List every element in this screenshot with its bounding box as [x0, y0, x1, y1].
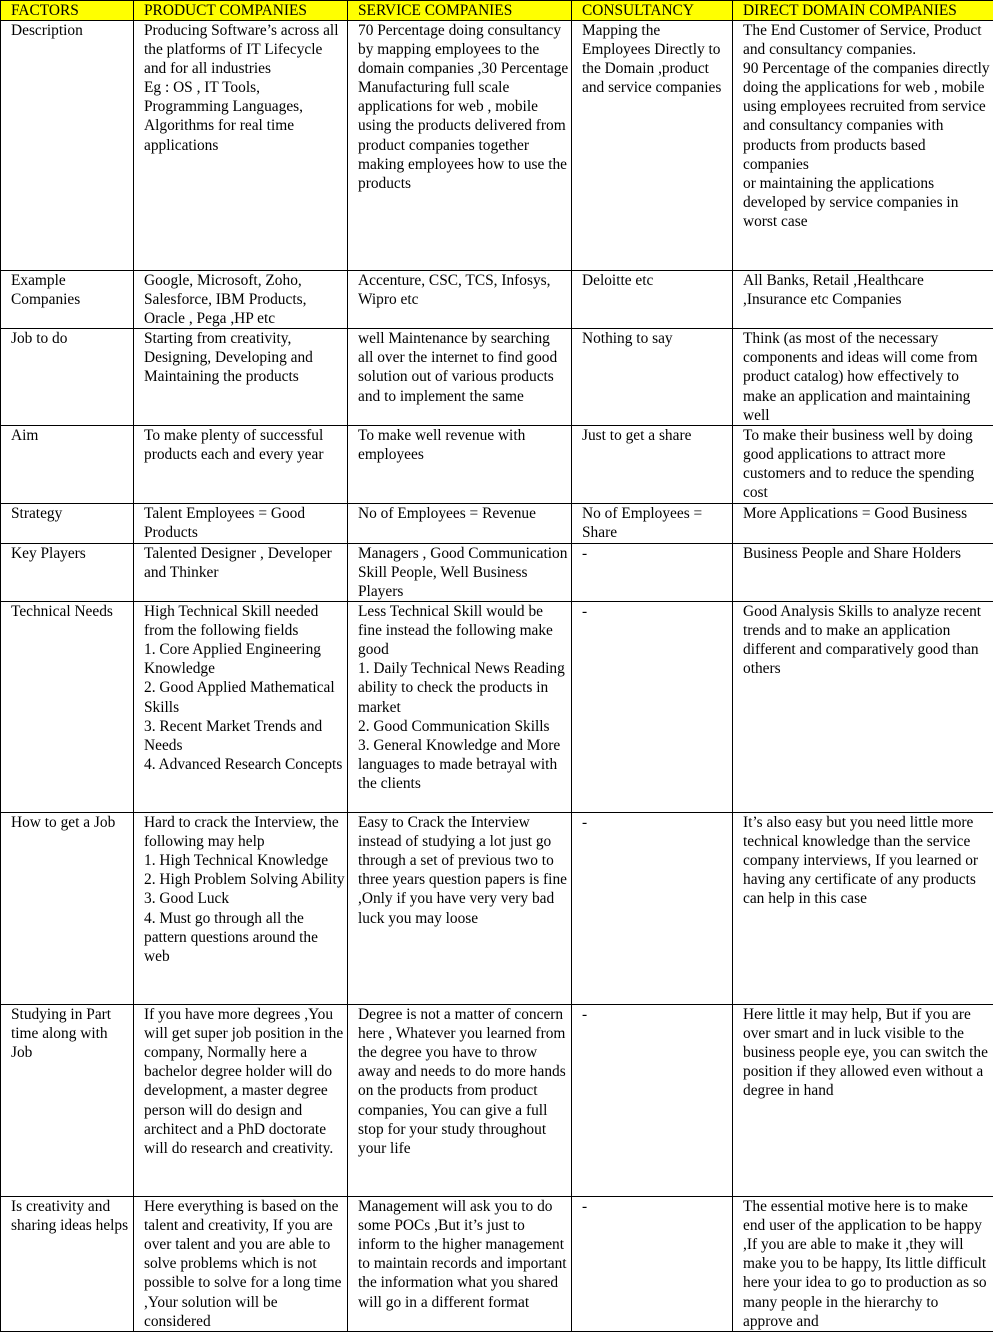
- product-cell: Producing Software’s across all the platforms of IT Lifecycle and for all industries Eg : OS , IT Tools, Programming Languages, Algorithms for real time applications: [134, 21, 348, 271]
- header-consultancy: CONSULTANCY: [572, 1, 733, 21]
- direct-cell: Good Analysis Skills to analyze recent trends and to make an application different and comparatively good than others: [733, 602, 993, 813]
- direct-cell: The essential motive here is to make end user of the application to be happy ,If you are able to make it ,they will make you to be happy, Its little difficult here your idea to go to production as so many people in the hierarchy to approve and: [733, 1197, 993, 1332]
- direct-cell: It’s also easy but you need little more technical knowledge than the service company interviews, If you learned or having any certificate of any products can help in this case: [733, 813, 993, 1005]
- direct-cell: Here little it may help, But if you are over smart and in luck visible to the business people eye, you can switch the position if they allowed even without a degree in hand: [733, 1005, 993, 1197]
- row-aim: [1, 425, 993, 503]
- direct-cell: Business People and Share Holders: [733, 543, 993, 601]
- product-cell: Google, Microsoft, Zoho, Salesforce, IBM Products, Oracle , Pega ,HP etc: [134, 271, 348, 329]
- consultancy-cell: -: [572, 1005, 733, 1197]
- product-cell: Here everything is based on the talent and creativity, If you are over talent and you are able to solve problems which is not possible to solve for a long time ,Your solution will be considered: [134, 1197, 348, 1332]
- direct-cell: The End Customer of Service, Product and consultancy companies. 90 Percentage of the companies directly doing the applications for web , mobile using employees recruited from service and consultancy companies with products from products based companies or maintaining the applications developed by service companies in worst case: [733, 21, 993, 271]
- product-cell: Hard to crack the Interview, the following may help 1. High Technical Knowledge 2. High Problem Solving Ability 3. Good Luck 4. Must go through all the pattern questions around the web: [134, 813, 348, 1005]
- factor-cell: How to get a Job: [1, 813, 134, 1005]
- header-factors: FACTORS: [1, 1, 134, 21]
- row-technical-needs: [1, 602, 993, 813]
- factor-cell: Studying in Part time along with Job: [1, 1005, 134, 1197]
- product-cell: High Technical Skill needed from the following fields 1. Core Applied Engineering Knowledge 2. Good Applied Mathematical Skills 3. Recent Market Trends and Needs 4. Advanced Research Concepts: [134, 602, 348, 813]
- factor-cell: Example Companies: [1, 271, 134, 329]
- row-example-companies: [1, 271, 993, 329]
- row-strategy: [1, 503, 993, 543]
- service-cell: Accenture, CSC, TCS, Infosys, Wipro etc: [348, 271, 572, 329]
- factor-cell: Job to do: [1, 329, 134, 425]
- header-direct-domain-companies: DIRECT DOMAIN COMPANIES: [733, 1, 993, 21]
- service-cell: Degree is not a matter of concern here , Whatever you learned from the degree you have to throw away and needs to do more hands on the products from product companies, You can give a full stop for your study throughout your life: [348, 1005, 572, 1197]
- factor-cell: Description: [1, 21, 134, 271]
- product-cell: Talented Designer , Developer and Thinker: [134, 543, 348, 601]
- header-product-companies: PRODUCT COMPANIES: [134, 1, 348, 21]
- direct-cell: Think (as most of the necessary components and ideas will come from product catalog) how effectively to make an application and maintaining well: [733, 329, 993, 425]
- consultancy-cell: -: [572, 543, 733, 601]
- row-how-to-get-a-job: [1, 813, 993, 1005]
- service-cell: Management will ask you to do some POCs ,But it’s just to inform to the higher management to maintain records and important the information what you shared will go in a different format: [348, 1197, 572, 1332]
- service-cell: Easy to Crack the Interview instead of studying a lot just go through a set of previous two to three years question papers is fine ,Only if you have very very bad luck you may loose: [348, 813, 572, 1005]
- header-service-companies: SERVICE COMPANIES: [348, 1, 572, 21]
- product-cell: Starting from creativity, Designing, Developing and Maintaining the products: [134, 329, 348, 425]
- row-job-to-do: [1, 329, 993, 425]
- factor-cell: Technical Needs: [1, 602, 134, 813]
- service-cell: Less Technical Skill would be fine instead the following make good 1. Daily Technical News Reading ability to check the products in market 2. Good Communication Skills 3. General Knowledge and More languages to made betrayal with the clients: [348, 602, 572, 813]
- consultancy-cell: Mapping the Employees Directly to the Domain ,product and service companies: [572, 21, 733, 271]
- row-description: [1, 21, 993, 271]
- product-cell: To make plenty of successful products each and every year: [134, 425, 348, 503]
- row-creativity-sharing: [1, 1197, 993, 1332]
- product-cell: Talent Employees = Good Products: [134, 503, 348, 543]
- direct-cell: All Banks, Retail ,Healthcare ,Insurance etc Companies: [733, 271, 993, 329]
- consultancy-cell: -: [572, 1197, 733, 1332]
- consultancy-cell: No of Employees = Share: [572, 503, 733, 543]
- product-cell: If you have more degrees ,You will get super job position in the company, Normally here a bachelor degree holder will do development, a master degree person will do design and architect and a PhD doctorate will do research and creativity.: [134, 1005, 348, 1197]
- service-cell: 70 Percentage doing consultancy by mapping employees to the domain companies ,30 Percentage Manufacturing full scale applications for web , mobile using the products delivered from product companies together making employees how to use the products: [348, 21, 572, 271]
- consultancy-cell: Deloitte etc: [572, 271, 733, 329]
- row-studying-part-time: [1, 1005, 993, 1197]
- service-cell: To make well revenue with employees: [348, 425, 572, 503]
- service-cell: No of Employees = Revenue: [348, 503, 572, 543]
- consultancy-cell: Just to get a share: [572, 425, 733, 503]
- consultancy-cell: -: [572, 813, 733, 1005]
- direct-cell: To make their business well by doing good applications to attract more customers and to reduce the spending cost: [733, 425, 993, 503]
- service-cell: well Maintenance by searching all over the internet to find good solution out of various products and to implement the same: [348, 329, 572, 425]
- factor-cell: Strategy: [1, 503, 134, 543]
- consultancy-cell: -: [572, 602, 733, 813]
- factor-cell: Key Players: [1, 543, 134, 601]
- direct-cell: More Applications = Good Business: [733, 503, 993, 543]
- consultancy-cell: Nothing to say: [572, 329, 733, 425]
- factor-cell: Aim: [1, 425, 134, 503]
- service-cell: Managers , Good Communication Skill People, Well Business Players: [348, 543, 572, 601]
- row-key-players: [1, 543, 993, 601]
- header-row: [1, 1, 993, 21]
- factor-cell: Is creativity and sharing ideas helps: [1, 1197, 134, 1332]
